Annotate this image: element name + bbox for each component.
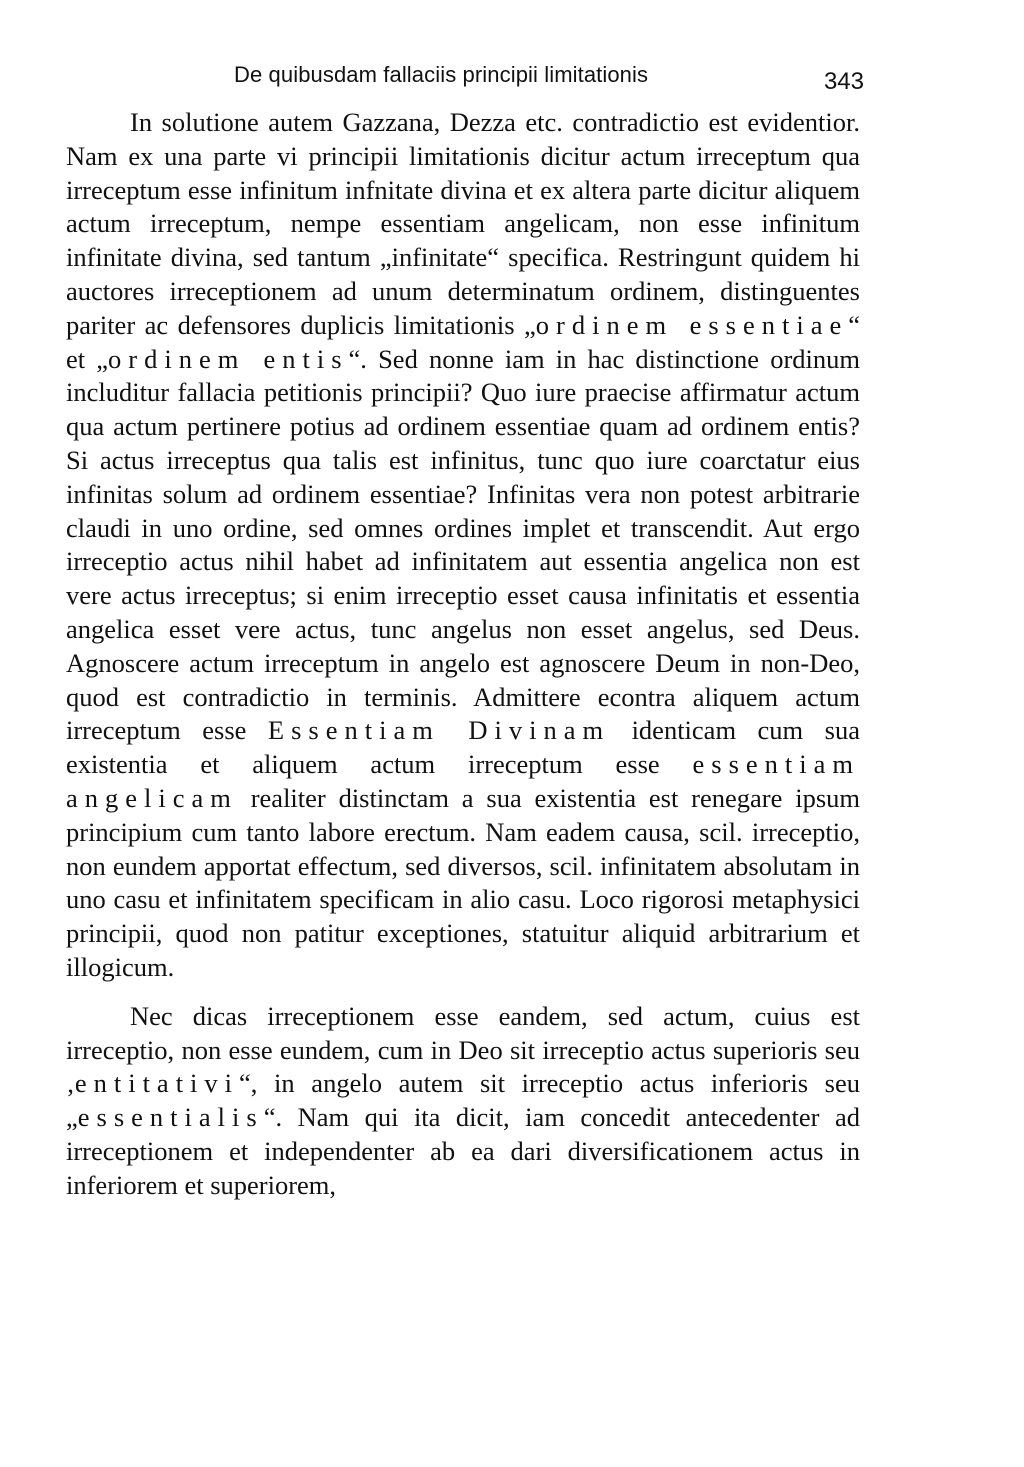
paragraph-1-text-c: “. Sed nonne iam in hac distinctione ordinum includitur fallacia petitionis principii? Quo iure praecise affirmatur actum qua actum pertinere potius ad ordinem essentiae quam ad ordinem entis? Si actus irreceptus qua talis est infinitus, tunc quo iure coarctatur eius infinitas solum ad ordinem essentiae? Infinitas vera non potest arbitrarie claudi in uno ordine, sed omnes ordines implet et transcendit. Aut ergo irreceptio actus nihil habet ad infinitatem aut essentia angelica non est vere actus irreceptus; si enim irreceptio esset causa infinitatis et essentia angelica esset vere actus, tunc angelus non esset angelus, sed Deus. Agnoscere actum irreceptum in angelo est agnoscere Deum in non-Deo, quod est contradictio in terminis. Admittere econtra aliquem actum irreceptum esse [66, 343, 860, 746]
spaced-term-essentialis: essentialis [77, 1102, 264, 1133]
paragraph-1 [66, 106, 860, 985]
paragraph-2-text-c: “. Nam qui ita dicit, iam concedit antecedenter ad irreceptionem et independenter ab ea dari diversificationem actus in inferiorem et superiorem, [66, 1102, 860, 1200]
spaced-term-entitativi: entitativi [74, 1068, 240, 1099]
paragraph-1-text-a: In solutione autem Gazzana, Dezza etc. contradictio est evidentior. Nam ex una parte vi principii limitationis dicitur actum irreceptum qua irreceptum esse infinitum infnitate divina et ex altera parte dicitur aliquem actum irreceptum, nempe essentiam angelicam, non esse infinitum infinitate divina, sed tantum „infinitate“ specifica. Restringunt quidem hi auctores irreceptionem ad unum determinatum ordinem, distinguentes pariter ac defensores duplicis limitationis „ [66, 107, 860, 340]
spaced-term-essentiam-angelicam: essentiam angelicam [66, 749, 860, 813]
spaced-term-ordinem-entis: ordinem entis [108, 343, 349, 374]
page-header [66, 58, 864, 106]
spaced-term-ordinem-essentiae: ordinem essentiae [535, 309, 849, 340]
paragraph-2 [66, 1000, 860, 1203]
book-page [66, 58, 864, 1203]
paragraph-2-text-b: “, in angelo autem sit irreceptio actus inferioris seu „ [66, 1068, 860, 1133]
paragraph-1-text-d: identicam cum sua existentia et aliquem actum irreceptum esse [66, 715, 860, 780]
page-number: 343 [823, 68, 864, 95]
running-title: De quibusdam fallaciis principii limitationis [234, 62, 649, 87]
paragraph-2-text-a: Nec dicas irreceptionem esse eandem, sed actum, cuius est irreceptio, non esse eundem, cum in Deo sit irreceptio actus superioris seu ‚ [66, 1000, 860, 1099]
paragraph-1-text-b: “ et „ [66, 309, 860, 374]
paragraph-1-text-e: realiter distinctam a sua existentia est renegare ipsum principium cum tanto labore erectum. Nam eadem causa, scil. irreceptio, non eundem apportat effectum, sed diversos, scil. infinitatem absolutam in uno casu et infinitatem specificam in alio casu. Loco rigorosi metaphysici principii, quod non patitur exceptiones, statuitur aliquid arbitrarium et illogicum. [66, 782, 860, 982]
spaced-term-essentiam-divinam: Essentiam Divinam [267, 715, 611, 746]
